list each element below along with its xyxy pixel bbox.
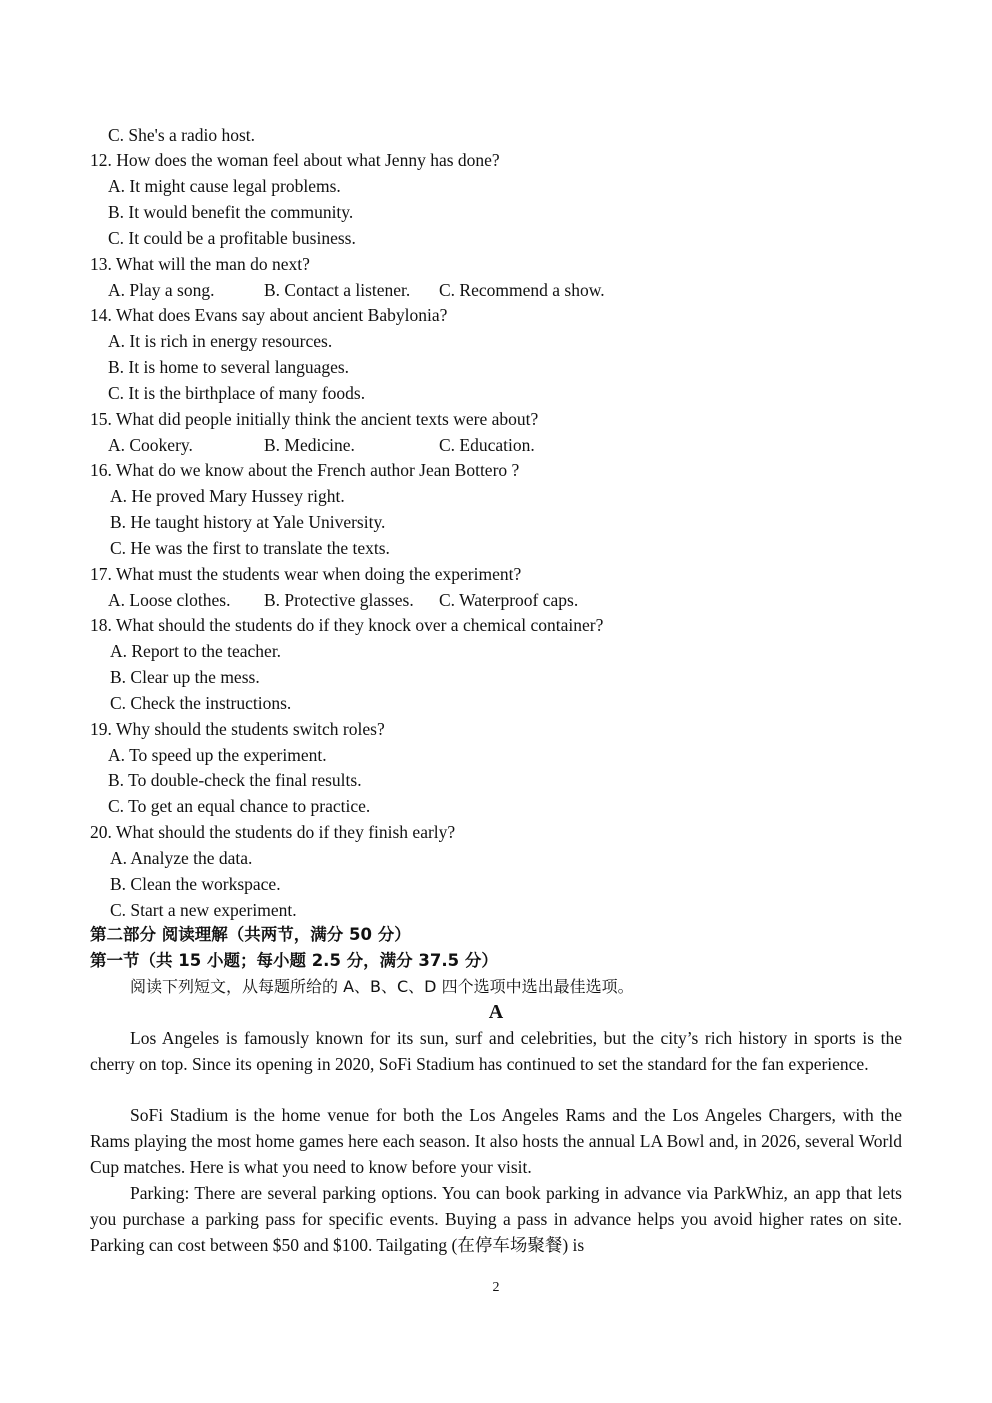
passage-paragraph-2: SoFi Stadium is the home venue for both the Los Angeles Rams and the Los Angeles Chargers, with the Rams playing the most home games here each season. It also hosts the annual LA Bowl and, in 2026, several World Cup matches. Here is what you need to know before your visit.: [90, 1105, 902, 1177]
q15-option-c: C. Education.: [439, 435, 535, 455]
q20-option-a: A. Analyze the data.: [110, 848, 253, 868]
reading-instruction: 阅读下列短文，从每题所给的 A、B、C、D 四个选项中选出最佳选项。: [130, 977, 634, 996]
q20-stem: 20. What should the students do if they finish early?: [90, 822, 456, 842]
q19-option-c: C. To get an equal chance to practice.: [108, 796, 371, 816]
q19-option-a: A. To speed up the experiment.: [108, 745, 327, 765]
passage-paragraph-3: Parking: There are several parking options. You can book parking in advance via ParkWhiz, an app that lets you purchase a parking pass for specific events. Buying a pass in advance helps you avoid higher rates on site. Parking can cost between $50 and $100. Tailgating (在停车场聚餐) is: [90, 1183, 902, 1255]
q14-option-b: B. It is home to several languages.: [108, 357, 350, 377]
q20-option-c: C. Start a new experiment.: [110, 900, 297, 920]
q12-option-b: B. It would benefit the community.: [108, 202, 354, 222]
q12-stem: 12. How does the woman feel about what Jenny has done?: [90, 150, 500, 170]
q15-stem: 15. What did people initially think the ancient texts were about?: [90, 409, 539, 429]
q16-stem: 16. What do we know about the French author Jean Bottero ?: [90, 460, 520, 480]
q16-option-c: C. He was the first to translate the texts.: [110, 538, 390, 558]
q18-stem: 18. What should the students do if they knock over a chemical container?: [90, 615, 604, 635]
q18-option-c: C. Check the instructions.: [110, 693, 292, 713]
q13-option-c: C. Recommend a show.: [439, 280, 605, 300]
q17-option-a: A. Loose clothes.: [108, 590, 231, 610]
q20-option-b: B. Clean the workspace.: [110, 874, 281, 894]
q13-option-a: A. Play a song.: [108, 280, 215, 300]
q16-option-a: A. He proved Mary Hussey right.: [110, 486, 345, 506]
q14-option-a: A. It is rich in energy resources.: [108, 331, 333, 351]
q13-options: [108, 279, 605, 301]
q18-option-a: A. Report to the teacher.: [110, 641, 282, 661]
q14-option-c: C. It is the birthplace of many foods.: [108, 383, 366, 403]
passage-paragraph-1: Los Angeles is famously known for its sun, surf and celebrities, but the city’s rich history in sports is the cherry on top. Since its opening in 2020, SoFi Stadium has continued to set the standard for the fan experience.: [90, 1028, 902, 1074]
q15-options: [108, 434, 535, 456]
q11-option-c: C. She's a radio host.: [108, 125, 256, 145]
q13-stem: 13. What will the man do next?: [90, 254, 310, 274]
q16-option-b: B. He taught history at Yale University.: [110, 512, 386, 532]
q14-stem: 14. What does Evans say about ancient Babylonia?: [90, 305, 448, 325]
q12-option-c: C. It could be a profitable business.: [108, 228, 356, 248]
q19-option-b: B. To double-check the final results.: [108, 770, 362, 790]
part2-heading: 第二部分 阅读理解（共两节，满分 50 分）: [90, 925, 411, 944]
section1-heading: 第一节（共 15 小题；每小题 2.5 分，满分 37.5 分）: [90, 951, 498, 970]
q15-option-b: B. Medicine.: [264, 435, 355, 455]
page-number: 2: [492, 1280, 500, 1295]
q12-option-a: A. It might cause legal problems.: [108, 176, 341, 196]
q17-options: [108, 589, 578, 611]
passage-title: A: [488, 1001, 504, 1023]
q15-option-a: A. Cookery.: [108, 435, 193, 455]
q17-stem: 17. What must the students wear when doing the experiment?: [90, 564, 522, 584]
q18-option-b: B. Clear up the mess.: [110, 667, 260, 687]
q17-option-b: B. Protective glasses.: [264, 590, 414, 610]
q17-option-c: C. Waterproof caps.: [439, 590, 579, 610]
q13-option-b: B. Contact a listener.: [264, 280, 411, 300]
q19-stem: 19. Why should the students switch roles?: [90, 719, 385, 739]
